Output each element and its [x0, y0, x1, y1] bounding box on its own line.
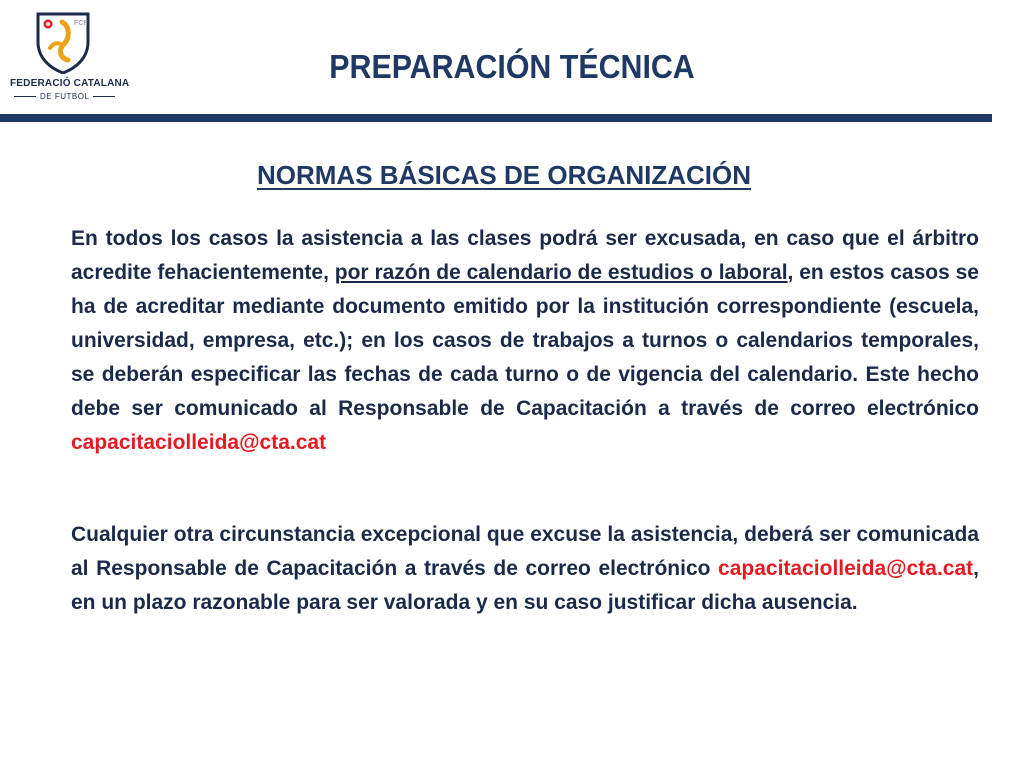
paragraph1-text-a: En todos los casos la asistencia a las clases podrá ser excusada, en caso que el árbitro acredite fehacientemente, — [71, 227, 979, 284]
badge-letters: FCF — [74, 20, 88, 27]
paragraph1-text-b: , en estos casos se ha de acreditar mediante documento emitido por la institución correspondiente (escuela, universidad, empresa, etc.); en los casos de trabajos a turnos o calendarios temporales, se deberán especificar las fechas de cada turno o de vigencia del calendario. Este hecho debe ser comunicado al Responsable de Capacitación a través de correo electrónico — [71, 261, 979, 420]
email-link[interactable]: capacitaciolleida@cta.cat — [71, 431, 327, 454]
page-title: PREPARACIÓN TÉCNICA — [329, 48, 695, 85]
paragraph-attendance-excuse — [71, 222, 979, 460]
section-title — [0, 160, 1008, 191]
header-divider-bar — [0, 114, 992, 122]
paragraph-exceptional-circumstance — [71, 518, 979, 620]
email-link[interactable]: capacitaciolleida@cta.cat — [718, 557, 974, 580]
paragraph2-text-a: Cualquier otra circunstancia excepcional que excuse la asistencia, deberá ser comunicada al Responsable de Capacitación a través de correo electrónico — [71, 523, 979, 580]
logo-name-line1: FEDERACIÓ CATALANA — [10, 78, 130, 89]
logo-name-line2-text: DE FUTBOL — [40, 92, 90, 102]
paragraph1-underlined: por razón de calendario de estudios o laboral — [334, 261, 788, 284]
logo-rule-left — [14, 96, 36, 97]
logo-rule-right — [93, 96, 115, 97]
section-title-text: NORMAS BÁSICAS DE ORGANIZACIÓN — [256, 160, 751, 190]
logo-name-line2 — [10, 92, 116, 101]
paragraph2-text-b: , en un plazo razonable para ser valorada y en su caso justificar dicha ausencia. — [71, 557, 979, 614]
